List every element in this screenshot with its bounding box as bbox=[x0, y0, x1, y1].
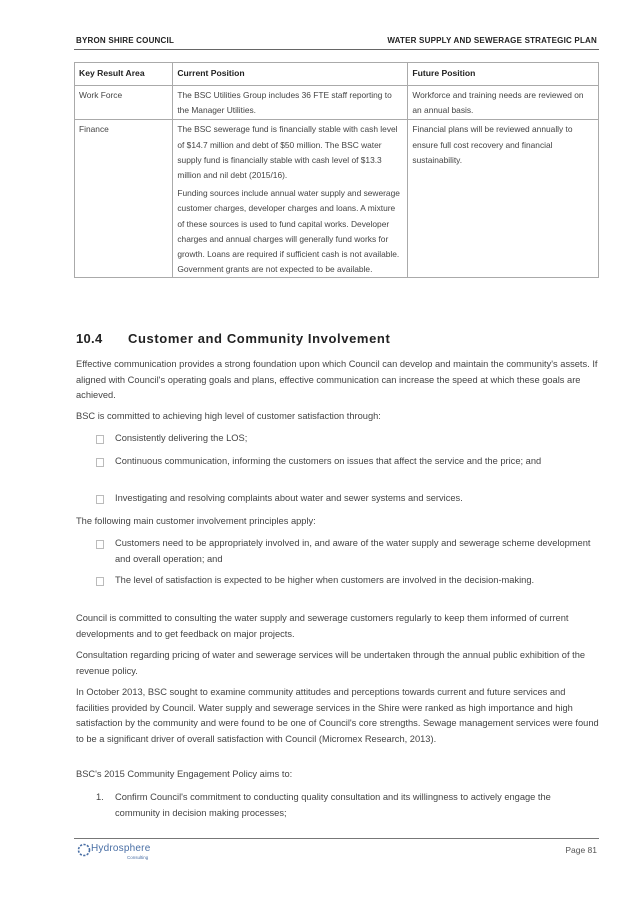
table-row bbox=[75, 120, 599, 278]
column-header-future-position: Future Position bbox=[408, 63, 599, 86]
hydrosphere-logo-icon bbox=[76, 842, 92, 858]
list-number: 1. bbox=[96, 792, 104, 802]
section-title: Customer and Community Involvement bbox=[128, 331, 391, 346]
paragraph: Consultation regarding pricing of water and sewerage services will be undertaken through the annual public exhibition of the revenue policy. bbox=[76, 650, 586, 676]
page-header bbox=[76, 36, 597, 50]
table-row bbox=[75, 86, 599, 120]
paragraph: Effective communication provides a strong foundation upon which Council can develop and maintain the community's assets. If aligned with Council's operating goals and plans, effective communication can increase the speed at which these goals are achieved. bbox=[76, 359, 598, 401]
cell-current bbox=[173, 120, 408, 278]
hydrosphere-logo bbox=[76, 842, 166, 864]
list-item-text: Investigating and resolving complaints about water and sewer systems and services. bbox=[115, 493, 463, 503]
checkbox-bullet-icon bbox=[96, 540, 104, 549]
list-item-text: Consistently delivering the LOS; bbox=[115, 433, 248, 443]
list-item-text: Confirm Council's commitment to conducting quality consultation and its willingness to actively engage the community in decision making processes; bbox=[115, 792, 551, 818]
cell-area: Work Force bbox=[75, 86, 173, 120]
cell-current-text: The BSC Utilities Group includes 36 FTE staff reporting to the Manager Utilities. bbox=[177, 90, 392, 116]
checkbox-bullet-icon bbox=[96, 435, 104, 444]
list-item-text: The level of satisfaction is expected to be higher when customers are involved in the decision-making. bbox=[115, 575, 535, 585]
section-heading bbox=[76, 331, 390, 346]
logo-name: Hydrosphere bbox=[91, 843, 151, 854]
list-item-text: Continuous communication, informing the customers on issues that affect the service and the price; and bbox=[115, 456, 542, 466]
page-number: Page 81 bbox=[565, 845, 597, 855]
table-header-row bbox=[75, 63, 599, 86]
footer-divider bbox=[74, 838, 599, 839]
paragraph: BSC is committed to achieving high level of customer satisfaction through: bbox=[76, 411, 381, 421]
section-number: 10.4 bbox=[76, 331, 103, 346]
cell-current-text: The BSC sewerage fund is financially stable with cash level of $14.7 million and debt of $50 million. The BSC water supply fund is financially stable with cash level of $13.3 million and nil debt (2015/16). bbox=[177, 124, 398, 181]
header-divider bbox=[74, 49, 599, 50]
header-organisation: BYRON SHIRE COUNCIL bbox=[76, 36, 175, 45]
checkbox-bullet-icon bbox=[96, 458, 104, 467]
cell-future: Workforce and training needs are reviewed on an annual basis. bbox=[408, 86, 599, 120]
paragraph: BSC's 2015 Community Engagement Policy aims to: bbox=[76, 769, 293, 779]
key-result-area-table bbox=[74, 62, 599, 278]
column-header-current-position: Current Position bbox=[173, 63, 408, 86]
column-header-key-result-area: Key Result Area bbox=[75, 63, 173, 86]
paragraph: The following main customer involvement principles apply: bbox=[76, 516, 316, 526]
list-item-text: Customers need to be appropriately involved in, and aware of the water supply and sewerage scheme development and overall operation; and bbox=[115, 538, 591, 564]
logo-subtitle: Consulting bbox=[127, 855, 149, 860]
cell-area: Finance bbox=[75, 120, 173, 278]
cell-current-text: Funding sources include annual water supply and sewerage customer charges, developer charges and loans. A mixture of these sources is used to fund capital works. Developer charges and annual charges will generally fund works for growth. Loans are required if sufficient cash is not available. Government grants are not expected to be available. bbox=[177, 188, 400, 275]
header-document-title: WATER SUPPLY AND SEWERAGE STRATEGIC PLAN bbox=[387, 36, 597, 45]
paragraph: In October 2013, BSC sought to examine community attitudes and perceptions towards current and future services and facilities provided by Council. Water supply and sewerage services in the Shire were ranked as high importance and high satisfaction by the community and were found to be one of Council's core strengths. Sewage management services were found to be a significant driver of overall satisfaction with Council (Micromex Research, 2013). bbox=[76, 687, 599, 744]
cell-current bbox=[173, 86, 408, 120]
checkbox-bullet-icon bbox=[96, 495, 104, 504]
checkbox-bullet-icon bbox=[96, 577, 104, 586]
paragraph: Council is committed to consulting the water supply and sewerage customers regularly to keep them informed of current developments and to get feedback on major projects. bbox=[76, 613, 569, 639]
cell-future: Financial plans will be reviewed annually to ensure full cost recovery and financial sustainability. bbox=[408, 120, 599, 278]
